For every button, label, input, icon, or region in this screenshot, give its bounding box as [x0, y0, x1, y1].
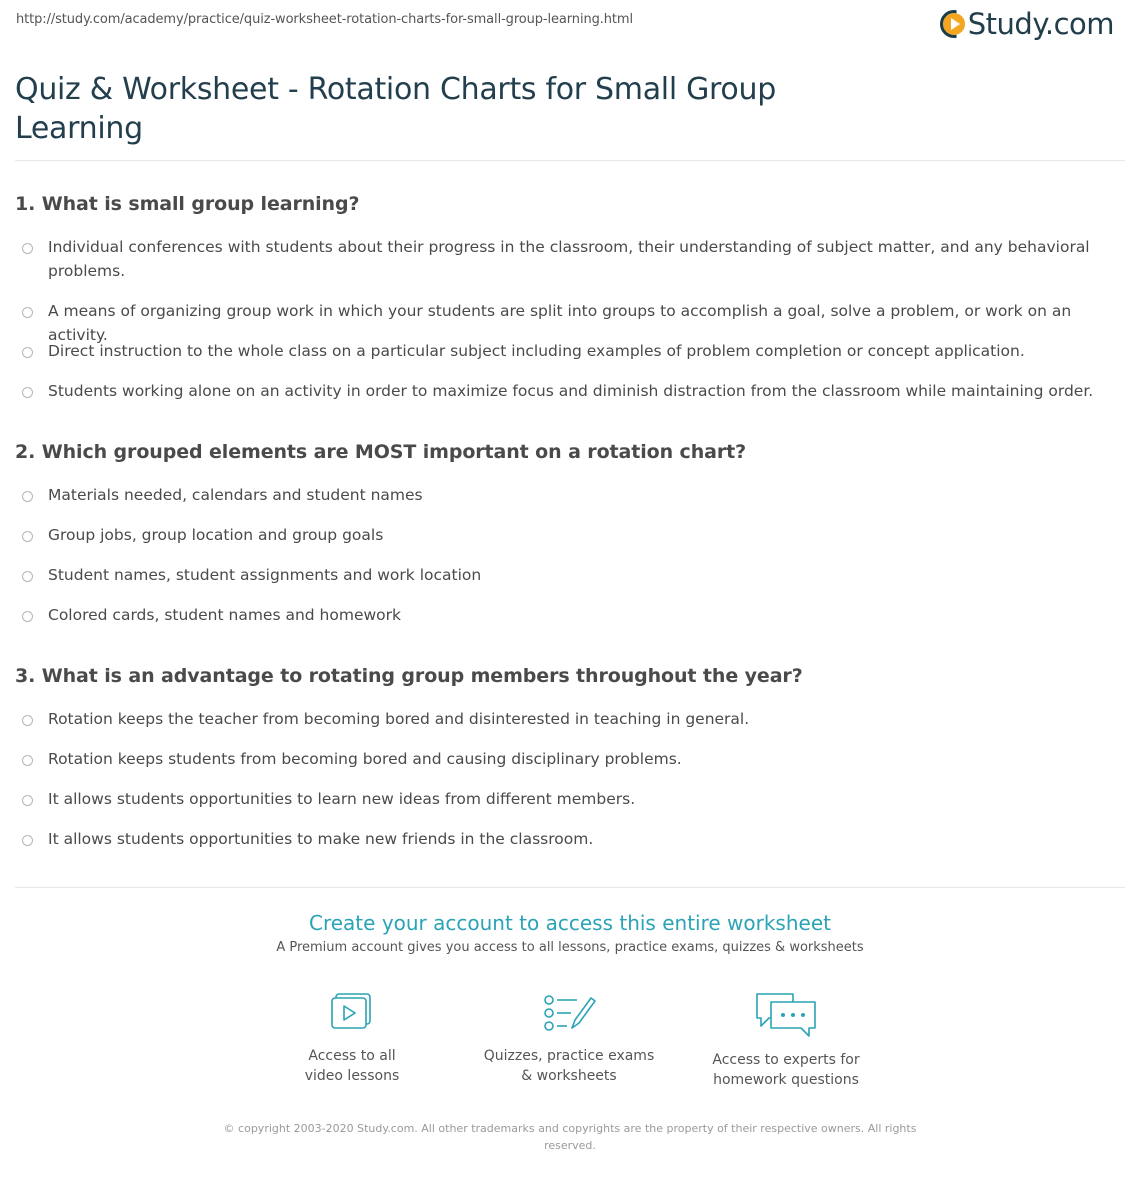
- radio-button[interactable]: [22, 755, 33, 766]
- answer-text: Colored cards, student names and homework: [48, 606, 401, 624]
- radio-button[interactable]: [22, 835, 33, 846]
- answer-option[interactable]: [22, 787, 1112, 811]
- answer-text: Students working alone on an activity in order to maximize focus and diminish distraction from the classroom while maintaining order.: [48, 382, 1094, 400]
- answer-option[interactable]: [22, 483, 1112, 507]
- play-logo-icon: [943, 13, 965, 35]
- answer-text: Rotation keeps students from becoming bored and causing disciplinary problems.: [48, 750, 682, 768]
- radio-button[interactable]: [22, 243, 33, 254]
- answer-text: Student names, student assignments and work location: [48, 566, 482, 584]
- radio-button[interactable]: [22, 715, 33, 726]
- page-url: http://study.com/academy/practice/quiz-worksheet-rotation-charts-for-small-group-learning.html: [16, 12, 633, 27]
- answer-option[interactable]: [22, 747, 1112, 771]
- feature-quizzes: [469, 990, 669, 1086]
- cta-subtitle: A Premium account gives you access to all lessons, practice exams, quizzes & worksheets: [276, 940, 864, 955]
- feature-video-lessons: [252, 990, 452, 1086]
- quiz-checklist-icon: [539, 990, 599, 1038]
- signup-cta: [0, 910, 1140, 955]
- feature-line: Quizzes, practice exams: [483, 1048, 655, 1064]
- content-divider: [15, 887, 1125, 888]
- radio-button[interactable]: [22, 387, 33, 398]
- answer-text: A means of organizing group work in which your students are split into groups to accomplish a goal, solve a problem, or work on an activity.: [48, 302, 1072, 344]
- answer-text: Individual conferences with students about their progress in the classroom, their understanding of subject matter, and any behavioral problems.: [48, 238, 1090, 280]
- video-lesson-icon: [322, 990, 382, 1038]
- answer-option[interactable]: [22, 827, 1112, 851]
- chat-bubbles-icon: [753, 990, 819, 1042]
- answer-text: Rotation keeps the teacher from becoming bored and disinterested in teaching in general.: [48, 710, 750, 728]
- page-title: Quiz & Worksheet - Rotation Charts for Small Group Learning: [15, 72, 776, 146]
- answer-text: It allows students opportunities to make new friends in the classroom.: [48, 830, 594, 848]
- answer-option[interactable]: [22, 707, 1112, 731]
- feature-line: Access to experts for: [712, 1052, 860, 1068]
- feature-line: homework questions: [713, 1072, 859, 1088]
- title-divider: [15, 160, 1125, 161]
- radio-button[interactable]: [22, 307, 33, 318]
- radio-button[interactable]: [22, 531, 33, 542]
- logo-text: Study.com: [967, 7, 1114, 41]
- answer-option[interactable]: [22, 563, 1112, 587]
- answer-option[interactable]: [22, 523, 1112, 547]
- cta-link[interactable]: Create your account to access this entire worksheet: [309, 911, 831, 935]
- answer-option[interactable]: [22, 235, 1112, 283]
- copyright-notice: © copyright 2003-2020 Study.com. All other trademarks and copyrights are the property of their respective owners. All rights reserved.: [223, 1122, 917, 1152]
- answer-text: Direct instruction to the whole class on a particular subject including examples of problem completion or concept application.: [48, 342, 1025, 360]
- feature-line: & worksheets: [521, 1068, 617, 1084]
- answer-text: Materials needed, calendars and student names: [48, 486, 423, 504]
- study-logo[interactable]: [943, 6, 1114, 42]
- feature-line: Access to all: [308, 1048, 396, 1064]
- feature-experts: [686, 990, 886, 1090]
- feature-line: video lessons: [304, 1068, 400, 1084]
- answer-text: Group jobs, group location and group goals: [48, 526, 384, 544]
- radio-button[interactable]: [22, 611, 33, 622]
- radio-button[interactable]: [22, 795, 33, 806]
- question-2: 2. Which grouped elements are MOST important on a rotation chart?: [15, 441, 747, 463]
- radio-button[interactable]: [22, 347, 33, 358]
- radio-button[interactable]: [22, 571, 33, 582]
- answer-option[interactable]: [22, 339, 1112, 363]
- answer-option[interactable]: [22, 603, 1112, 627]
- answer-text: It allows students opportunities to learn new ideas from different members.: [48, 790, 636, 808]
- answer-option[interactable]: [22, 379, 1112, 403]
- radio-button[interactable]: [22, 491, 33, 502]
- question-1: 1. What is small group learning?: [15, 193, 360, 215]
- question-3: 3. What is an advantage to rotating group members throughout the year?: [15, 665, 803, 687]
